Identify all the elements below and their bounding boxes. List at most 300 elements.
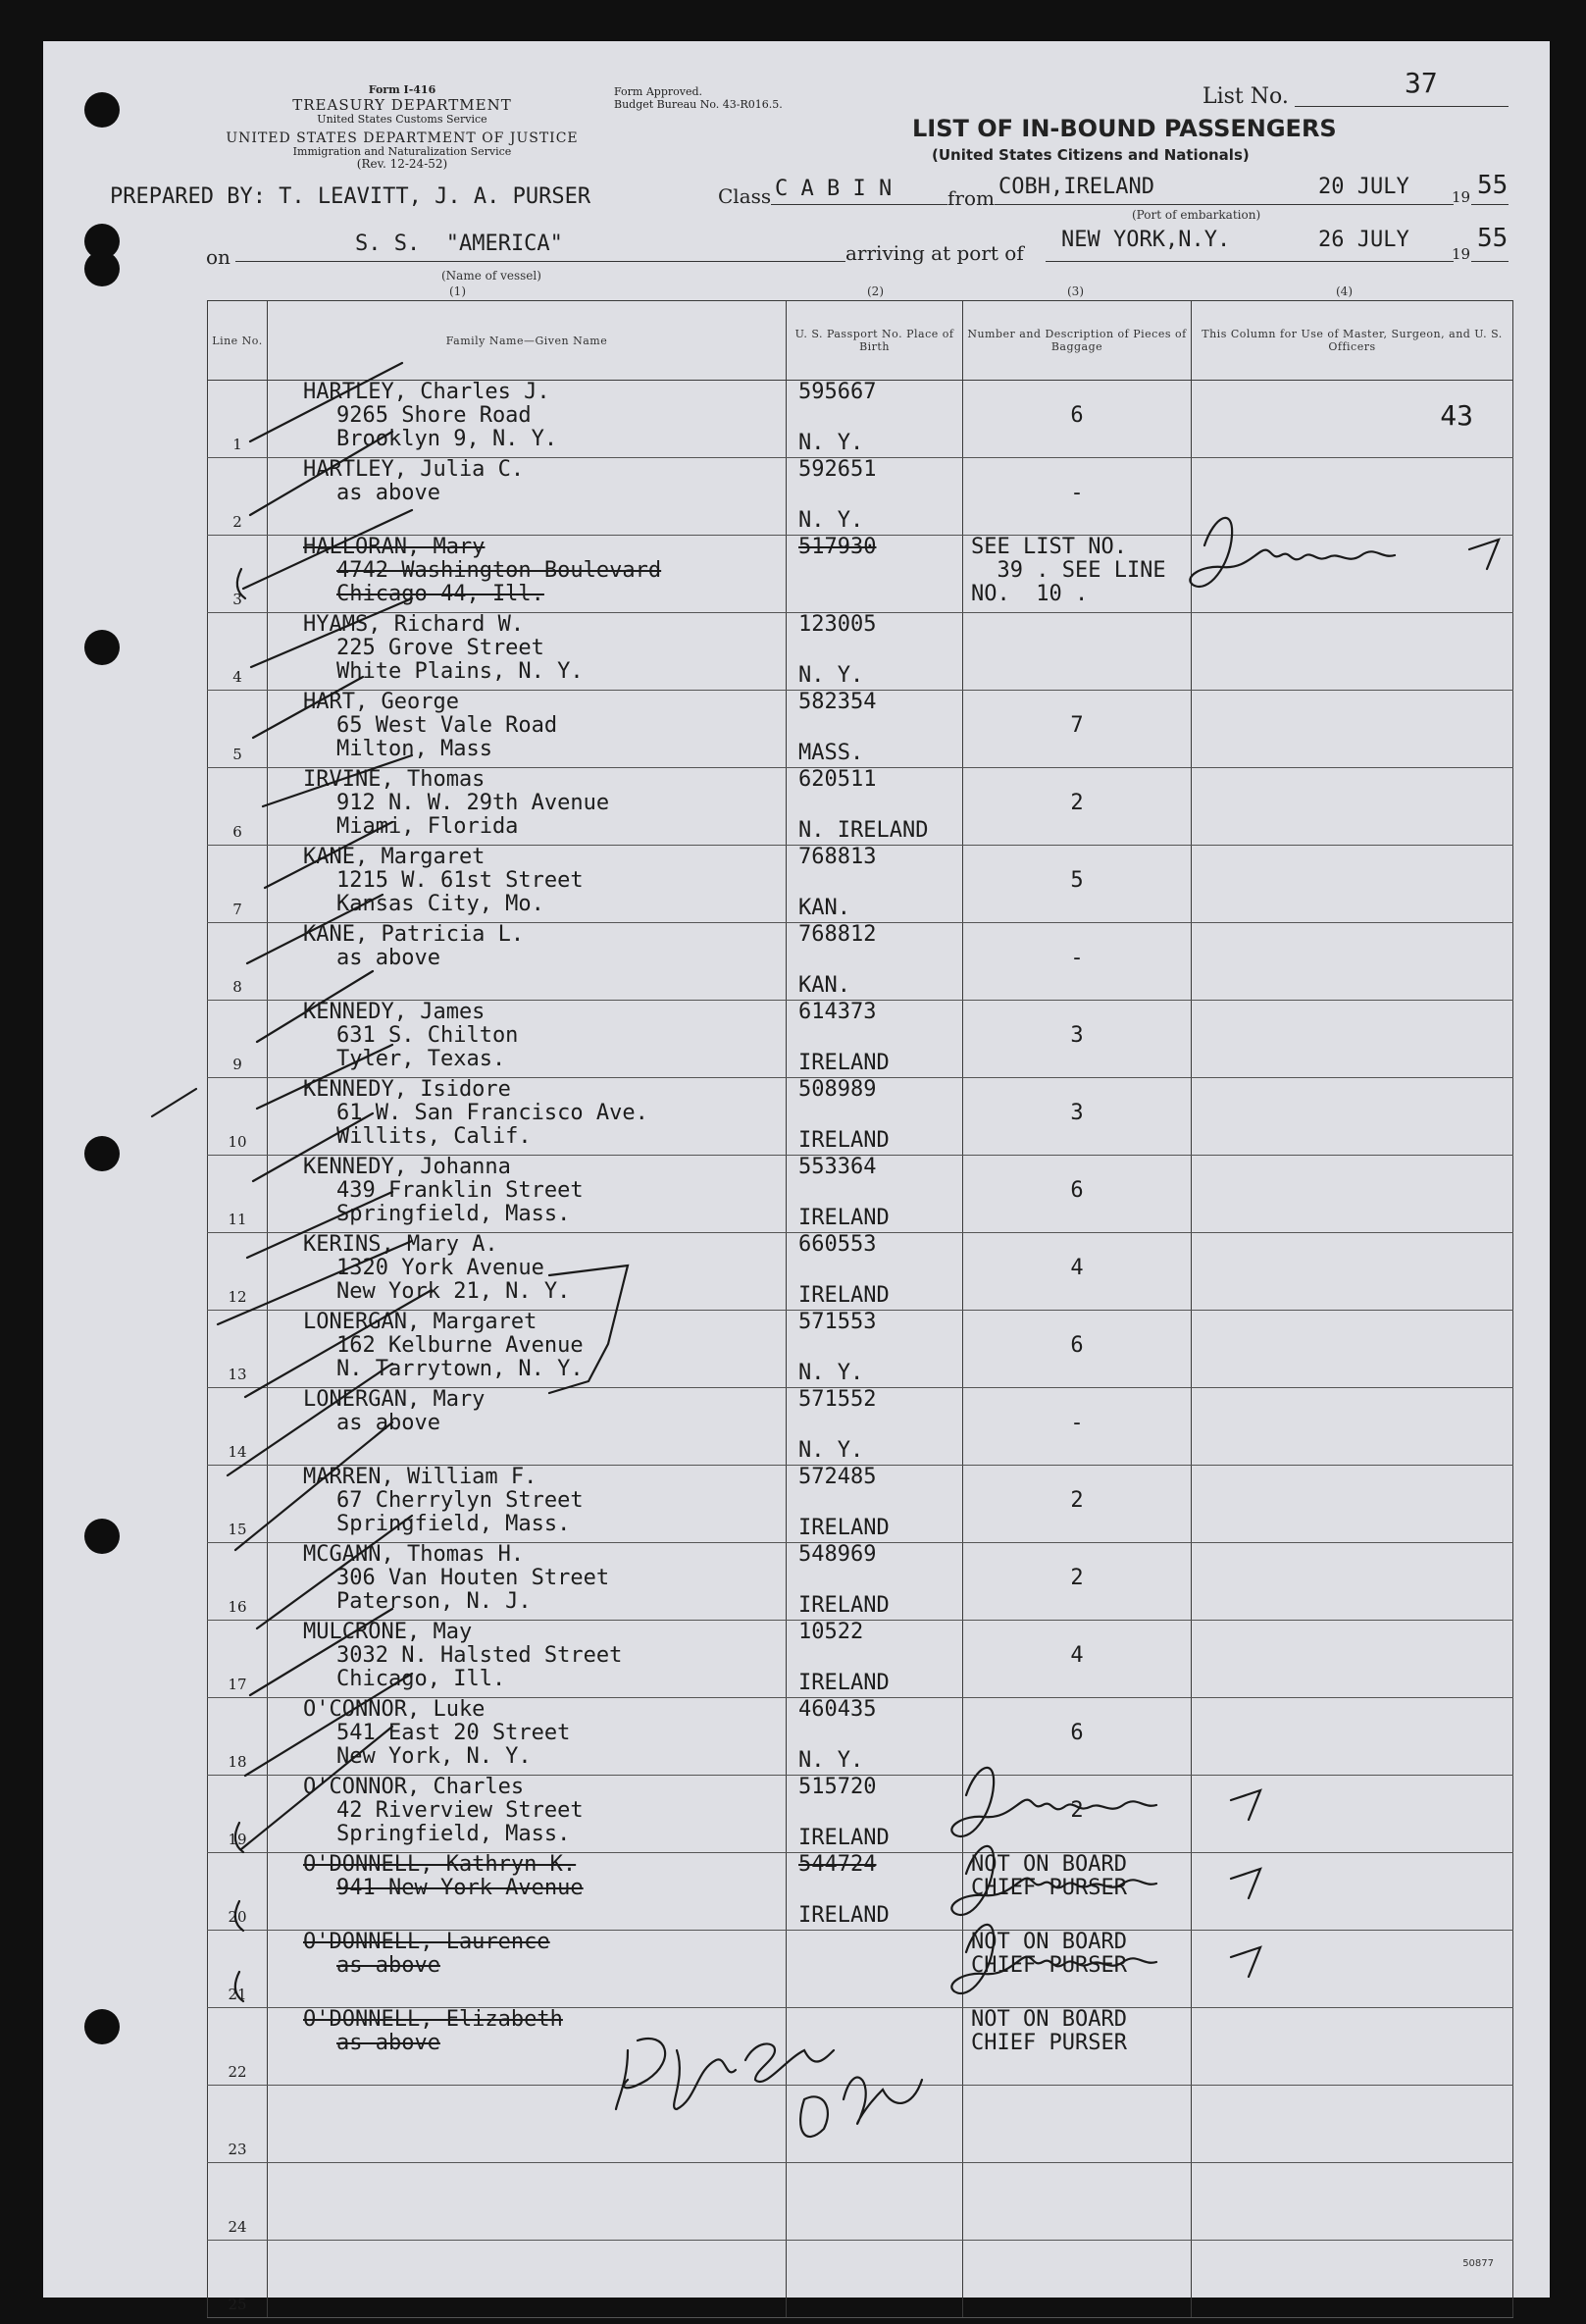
address-line-2: White Plains, N. Y. [336, 659, 584, 684]
address-line-2: Springfield, Mass. [336, 1822, 571, 1846]
place-of-birth: IRELAND [798, 1903, 890, 1928]
on-label: on [206, 245, 230, 269]
line-number: 7 [208, 846, 268, 923]
baggage-count: 6 [1070, 403, 1084, 428]
officer-note-cell [1192, 1853, 1513, 1931]
officer-note-cell [1192, 846, 1513, 923]
officer-note-cell [1192, 1543, 1513, 1621]
passport-number: 548969 [798, 1542, 877, 1567]
passport-cell [787, 1621, 963, 1698]
list-number: 37 [1405, 67, 1438, 99]
passenger-name: HARTLEY, Charles J. [303, 380, 550, 404]
table-row [208, 1543, 1513, 1621]
passenger-name-cell [268, 1311, 787, 1388]
line-number: 2 [208, 458, 268, 536]
officer-note-cell [1192, 1621, 1513, 1698]
place-of-birth: IRELAND [798, 1593, 890, 1618]
place-of-birth: MASS. [798, 741, 864, 765]
passenger-name-cell [268, 768, 787, 846]
col2-number: (2) [867, 284, 884, 298]
passenger-name-cell [268, 381, 787, 458]
address-line-2: Chicago 44, Ill. [336, 582, 544, 606]
passport-number: 592651 [798, 457, 877, 482]
baggage-count: 2 [1070, 1488, 1084, 1513]
baggage-cell [963, 613, 1192, 691]
officer-note: 43 [1440, 399, 1473, 432]
baggage-note-line: NO. 10 . [971, 582, 1089, 606]
form-print-code: 50877 [1462, 2258, 1494, 2269]
col-header-baggage: Number and Description of Pieces of Baggage [963, 301, 1192, 381]
vessel-line [235, 261, 845, 262]
table-row [208, 1156, 1513, 1233]
passenger-name: KENNEDY, James [303, 1000, 486, 1024]
officer-note-cell [1192, 2241, 1513, 2318]
place-of-birth: IRELAND [798, 1671, 890, 1695]
baggage-cell [963, 1311, 1192, 1388]
passenger-name: O'DONNELL, Kathryn K. [303, 1852, 577, 1877]
arrival-port: NEW YORK,N.Y. [1061, 228, 1231, 252]
passenger-name-cell [268, 691, 787, 768]
passport-number: 595667 [798, 380, 877, 404]
address-line-1: as above [336, 1411, 440, 1435]
passport-cell [787, 1776, 963, 1853]
passenger-name-cell [268, 846, 787, 923]
passport-number: 508989 [798, 1077, 877, 1102]
line-number: 18 [208, 1698, 268, 1776]
col-header-passport: U. S. Passport No. Place of Birth [787, 301, 963, 381]
line-number: 1 [208, 381, 268, 458]
passenger-name-cell [268, 1931, 787, 2008]
table-row [208, 1078, 1513, 1156]
line-number: 16 [208, 1543, 268, 1621]
passenger-name-cell [268, 536, 787, 613]
from-line [995, 204, 1454, 205]
baggage-note-line: NOT ON BOARD [971, 1852, 1127, 1877]
address-line-1: 912 N. W. 29th Avenue [336, 791, 610, 815]
passport-cell [787, 2241, 963, 2318]
place-of-birth: IRELAND [798, 1283, 890, 1308]
passenger-name-cell [268, 1698, 787, 1776]
address-line-2: Springfield, Mass. [336, 1512, 571, 1536]
line-number: 6 [208, 768, 268, 846]
passenger-name: MULCRONE, May [303, 1620, 473, 1644]
table-row [208, 1311, 1513, 1388]
officer-note-cell [1192, 2163, 1513, 2241]
passenger-name-cell [268, 458, 787, 536]
officer-note-cell [1192, 1001, 1513, 1078]
binder-hole [84, 92, 120, 128]
passport-cell [787, 613, 963, 691]
officer-note-cell [1192, 1156, 1513, 1233]
binder-hole [84, 630, 120, 665]
passenger-name: O'DONNELL, Laurence [303, 1930, 550, 1954]
address-line-1: 225 Grove Street [336, 636, 544, 660]
binder-hole [84, 2009, 120, 2044]
line-number: 8 [208, 923, 268, 1001]
line-number: 3 [208, 536, 268, 613]
passenger-name: O'CONNOR, Charles [303, 1775, 525, 1799]
address-line-2: Kansas City, Mo. [336, 892, 544, 916]
passenger-name: LONERGAN, Margaret [303, 1310, 537, 1334]
baggage-cell [963, 1621, 1192, 1698]
passenger-name-cell [268, 2086, 787, 2163]
passport-number: 768813 [798, 845, 877, 869]
officer-note-cell [1192, 1698, 1513, 1776]
form-number: Form I-416 [368, 83, 436, 96]
address-line-1: 42 Riverview Street [336, 1798, 584, 1823]
year-line-2 [1471, 261, 1509, 262]
address-line-1: as above [336, 2031, 440, 2055]
baggage-note-line: CHIEF PURSER [971, 2031, 1127, 2055]
passport-number: 571553 [798, 1310, 877, 1334]
officer-note-cell [1192, 1388, 1513, 1466]
address-line-2: New York 21, N. Y. [336, 1279, 571, 1304]
address-line-2: N. Tarrytown, N. Y. [336, 1357, 584, 1381]
address-line-2: Brooklyn 9, N. Y. [336, 427, 558, 451]
baggage-count: 6 [1070, 1178, 1084, 1203]
table-row [208, 1698, 1513, 1776]
revision-date: (Rev. 12-24-52) [356, 157, 448, 172]
passenger-name: HART, George [303, 690, 459, 714]
vessel-caption: (Name of vessel) [441, 269, 541, 283]
prepared-by: PREPARED BY: T. LEAVITT, J. A. PURSER [110, 184, 591, 209]
address-line-1: as above [336, 481, 440, 505]
place-of-birth: IRELAND [798, 1826, 890, 1850]
port-embarkation-caption: (Port of embarkation) [1132, 208, 1261, 222]
passenger-name-cell [268, 1543, 787, 1621]
address-line-1: 1320 York Avenue [336, 1256, 544, 1280]
address-line-2: Tyler, Texas. [336, 1047, 506, 1071]
baggage-count: 4 [1070, 1643, 1084, 1668]
passport-cell [787, 846, 963, 923]
passport-cell [787, 691, 963, 768]
baggage-count: 2 [1070, 1798, 1084, 1823]
table-row [208, 2241, 1513, 2318]
officer-note-cell [1192, 613, 1513, 691]
place-of-birth: KAN. [798, 896, 850, 920]
officer-note-cell [1192, 1311, 1513, 1388]
table-row [208, 458, 1513, 536]
table-row [208, 1621, 1513, 1698]
address-line-1: 9265 Shore Road [336, 403, 532, 428]
line-number: 22 [208, 2008, 268, 2086]
place-of-birth: N. Y. [798, 1361, 864, 1385]
address-line-1: 1215 W. 61st Street [336, 868, 584, 893]
arriving-label: arriving at port of [845, 241, 1024, 265]
place-of-birth: IRELAND [798, 1206, 890, 1230]
baggage-count: 4 [1070, 1256, 1084, 1280]
passenger-name: KERINS, Mary A. [303, 1232, 498, 1257]
passport-cell [787, 1543, 963, 1621]
baggage-cell [963, 2163, 1192, 2241]
passenger-name-cell [268, 2241, 787, 2318]
baggage-note-line: NOT ON BOARD [971, 2007, 1127, 2032]
address-line-1: 4742 Washington Boulevard [336, 558, 662, 583]
baggage-count: - [1070, 1411, 1084, 1435]
passenger-name-cell [268, 1466, 787, 1543]
place-of-birth: KAN. [798, 973, 850, 998]
table-row [208, 2008, 1513, 2086]
passenger-name: LONERGAN, Mary [303, 1387, 486, 1412]
line-number: 13 [208, 1311, 268, 1388]
passport-number: 768812 [798, 922, 877, 947]
address-line-1: as above [336, 946, 440, 970]
line-number: 11 [208, 1156, 268, 1233]
baggage-cell [963, 1853, 1192, 1931]
passenger-name-cell [268, 1853, 787, 1931]
passport-cell [787, 2086, 963, 2163]
col-header-family-name: Family Name—Given Name [268, 301, 787, 381]
passport-cell [787, 1156, 963, 1233]
line-number: 15 [208, 1466, 268, 1543]
baggage-cell [963, 1931, 1192, 2008]
officer-note-cell [1192, 1233, 1513, 1311]
officer-note-cell [1192, 2008, 1513, 2086]
address-line-1: 65 West Vale Road [336, 713, 558, 738]
baggage-count: - [1070, 946, 1084, 970]
passenger-name-cell [268, 1156, 787, 1233]
list-no-line [1295, 106, 1509, 107]
table-row [208, 1931, 1513, 2008]
passenger-name-cell [268, 1388, 787, 1466]
line-number: 9 [208, 1001, 268, 1078]
passport-number: 582354 [798, 690, 877, 714]
passport-number: 660553 [798, 1232, 877, 1257]
baggage-cell [963, 1001, 1192, 1078]
embarkation-port: COBH,IRELAND [998, 175, 1154, 199]
table-row [208, 1853, 1513, 1931]
col3-number: (3) [1067, 284, 1084, 298]
passenger-name-cell [268, 923, 787, 1001]
baggage-count: - [1070, 481, 1084, 505]
baggage-cell [963, 768, 1192, 846]
officer-note-cell [1192, 768, 1513, 846]
line-number: 4 [208, 613, 268, 691]
baggage-count: 3 [1070, 1101, 1084, 1125]
passenger-name: KANE, Margaret [303, 845, 486, 869]
year-line [1471, 204, 1509, 205]
place-of-birth: IRELAND [798, 1516, 890, 1540]
budget-bureau: Budget Bureau No. 43-R016.5. [614, 97, 783, 111]
baggage-cell [963, 1698, 1192, 1776]
baggage-cell [963, 1466, 1192, 1543]
passport-cell [787, 1078, 963, 1156]
table-row [208, 1388, 1513, 1466]
passport-number: 620511 [798, 767, 877, 792]
passport-cell [787, 2008, 963, 2086]
baggage-cell [963, 691, 1192, 768]
line-number: 12 [208, 1233, 268, 1311]
col-header-line-no: Line No. [208, 301, 268, 381]
passenger-table [207, 300, 1513, 2318]
baggage-note-line: 39 . SEE LINE [971, 558, 1166, 583]
baggage-count: 6 [1070, 1721, 1084, 1745]
passport-cell [787, 536, 963, 613]
passenger-name: HYAMS, Richard W. [303, 612, 525, 637]
baggage-count: 2 [1070, 791, 1084, 815]
baggage-cell [963, 1388, 1192, 1466]
passport-number: 614373 [798, 1000, 877, 1024]
address-line-2: Miami, Florida [336, 814, 519, 839]
table-row [208, 1466, 1513, 1543]
officer-note-cell [1192, 1078, 1513, 1156]
officer-note-cell [1192, 691, 1513, 768]
address-line-2: New York, N. Y. [336, 1744, 532, 1769]
line-number: 23 [208, 2086, 268, 2163]
address-line-2: Springfield, Mass. [336, 1202, 571, 1226]
ins-service: Immigration and Naturalization Service [292, 144, 512, 158]
address-line-2: Milton, Mass [336, 737, 492, 761]
passport-cell [787, 381, 963, 458]
passenger-name: KENNEDY, Isidore [303, 1077, 511, 1102]
passenger-name-cell [268, 613, 787, 691]
class-line [771, 204, 947, 205]
customs-service: United States Customs Service [317, 112, 487, 126]
table-header-row [208, 301, 1513, 381]
table-row [208, 613, 1513, 691]
passport-number: 460435 [798, 1697, 877, 1722]
passenger-name: HALLORAN, Mary [303, 535, 486, 559]
document-title: LIST OF IN-BOUND PASSENGERS [912, 115, 1337, 142]
embarkation-year: 55 [1477, 171, 1509, 200]
treasury-department: TREASURY DEPARTMENT [292, 95, 512, 114]
officer-note-cell [1192, 458, 1513, 536]
passport-number: 544724 [798, 1852, 877, 1877]
officer-note-cell [1192, 381, 1513, 458]
baggage-cell [963, 846, 1192, 923]
baggage-cell [963, 2086, 1192, 2163]
baggage-cell [963, 1156, 1192, 1233]
address-line-1: 67 Cherrylyn Street [336, 1488, 584, 1513]
place-of-birth: N. Y. [798, 1748, 864, 1773]
binder-hole [84, 251, 120, 286]
from-label: from [947, 186, 995, 210]
passenger-name-cell [268, 2163, 787, 2241]
officer-note-cell [1192, 536, 1513, 613]
baggage-cell [963, 1078, 1192, 1156]
passport-cell [787, 1001, 963, 1078]
table-row [208, 1233, 1513, 1311]
arrival-line [1046, 261, 1454, 262]
place-of-birth: N. Y. [798, 508, 864, 533]
table-row [208, 2163, 1513, 2241]
passport-number: 553364 [798, 1155, 877, 1179]
table-row [208, 846, 1513, 923]
passenger-name: KENNEDY, Johanna [303, 1155, 511, 1179]
baggage-cell [963, 2008, 1192, 2086]
line-number: 20 [208, 1853, 268, 1931]
line-number: 24 [208, 2163, 268, 2241]
address-line-1: 941 New York Avenue [336, 1876, 584, 1900]
baggage-cell [963, 1543, 1192, 1621]
baggage-count: 2 [1070, 1566, 1084, 1590]
baggage-note-line: CHIEF PURSER [971, 1876, 1127, 1900]
passenger-name: IRVINE, Thomas [303, 767, 486, 792]
baggage-cell [963, 2241, 1192, 2318]
address-line-2: Willits, Calif. [336, 1124, 532, 1149]
vessel-name: S. S. "AMERICA" [355, 232, 563, 256]
arrival-year: 55 [1477, 224, 1509, 253]
passenger-name: O'CONNOR, Luke [303, 1697, 486, 1722]
baggage-count: 7 [1070, 713, 1084, 738]
line-number: 17 [208, 1621, 268, 1698]
passenger-name-cell [268, 1233, 787, 1311]
line-number: 21 [208, 1931, 268, 2008]
passenger-rows [208, 381, 1513, 2318]
line-number: 10 [208, 1078, 268, 1156]
line-number: 25 [208, 2241, 268, 2318]
table-row [208, 2086, 1513, 2163]
address-line-1: 61 W. San Francisco Ave. [336, 1101, 648, 1125]
address-line-1: as above [336, 1953, 440, 1978]
passenger-name-cell [268, 1078, 787, 1156]
address-line-1: 3032 N. Halsted Street [336, 1643, 623, 1668]
baggage-cell [963, 923, 1192, 1001]
address-line-2: Chicago, Ill. [336, 1667, 506, 1691]
line-number: 14 [208, 1388, 268, 1466]
place-of-birth: N. IRELAND [798, 818, 929, 843]
document-subtitle: (United States Citizens and Nationals) [932, 146, 1250, 164]
baggage-note-line: NOT ON BOARD [971, 1930, 1127, 1954]
officer-note-cell [1192, 2086, 1513, 2163]
table-row [208, 381, 1513, 458]
place-of-birth: N. Y. [798, 1438, 864, 1463]
passenger-name: HARTLEY, Julia C. [303, 457, 525, 482]
year-prefix: 19 [1452, 188, 1471, 206]
passport-cell [787, 1388, 963, 1466]
form-approved: Form Approved. [614, 85, 703, 98]
table-row [208, 1001, 1513, 1078]
arrival-date: 26 JULY [1318, 228, 1409, 252]
passport-cell [787, 1698, 963, 1776]
baggage-cell [963, 1776, 1192, 1853]
passport-cell [787, 2163, 963, 2241]
baggage-note-line: CHIEF PURSER [971, 1953, 1127, 1978]
class-label: Class [718, 184, 772, 208]
baggage-count: 5 [1070, 868, 1084, 893]
baggage-cell [963, 536, 1192, 613]
address-line-1: 306 Van Houten Street [336, 1566, 610, 1590]
passport-number: 517930 [798, 535, 877, 559]
embarkation-date: 20 JULY [1318, 175, 1409, 199]
place-of-birth: N. Y. [798, 663, 864, 688]
officer-note-cell [1192, 923, 1513, 1001]
place-of-birth: N. Y. [798, 431, 864, 455]
form-agency-block [196, 84, 608, 172]
justice-department: UNITED STATES DEPARTMENT OF JUSTICE [226, 129, 579, 146]
baggage-cell [963, 458, 1192, 536]
passenger-name: O'DONNELL, Elizabeth [303, 2007, 563, 2032]
table-row [208, 1776, 1513, 1853]
class-value: C A B I N [775, 177, 893, 201]
address-line-1: 162 Kelburne Avenue [336, 1333, 584, 1358]
place-of-birth: IRELAND [798, 1051, 890, 1075]
passport-number: 571552 [798, 1387, 877, 1412]
passport-number: 572485 [798, 1465, 877, 1489]
table-row [208, 768, 1513, 846]
binder-hole [84, 1136, 120, 1171]
passport-number: 10522 [798, 1620, 864, 1644]
address-line-2: Paterson, N. J. [336, 1589, 532, 1614]
baggage-cell [963, 381, 1192, 458]
list-no-label: List No. [1202, 84, 1289, 109]
line-number: 5 [208, 691, 268, 768]
passenger-name-cell [268, 2008, 787, 2086]
officer-note-cell [1192, 1466, 1513, 1543]
table-row [208, 536, 1513, 613]
place-of-birth: IRELAND [798, 1128, 890, 1153]
passport-number: 123005 [798, 612, 877, 637]
